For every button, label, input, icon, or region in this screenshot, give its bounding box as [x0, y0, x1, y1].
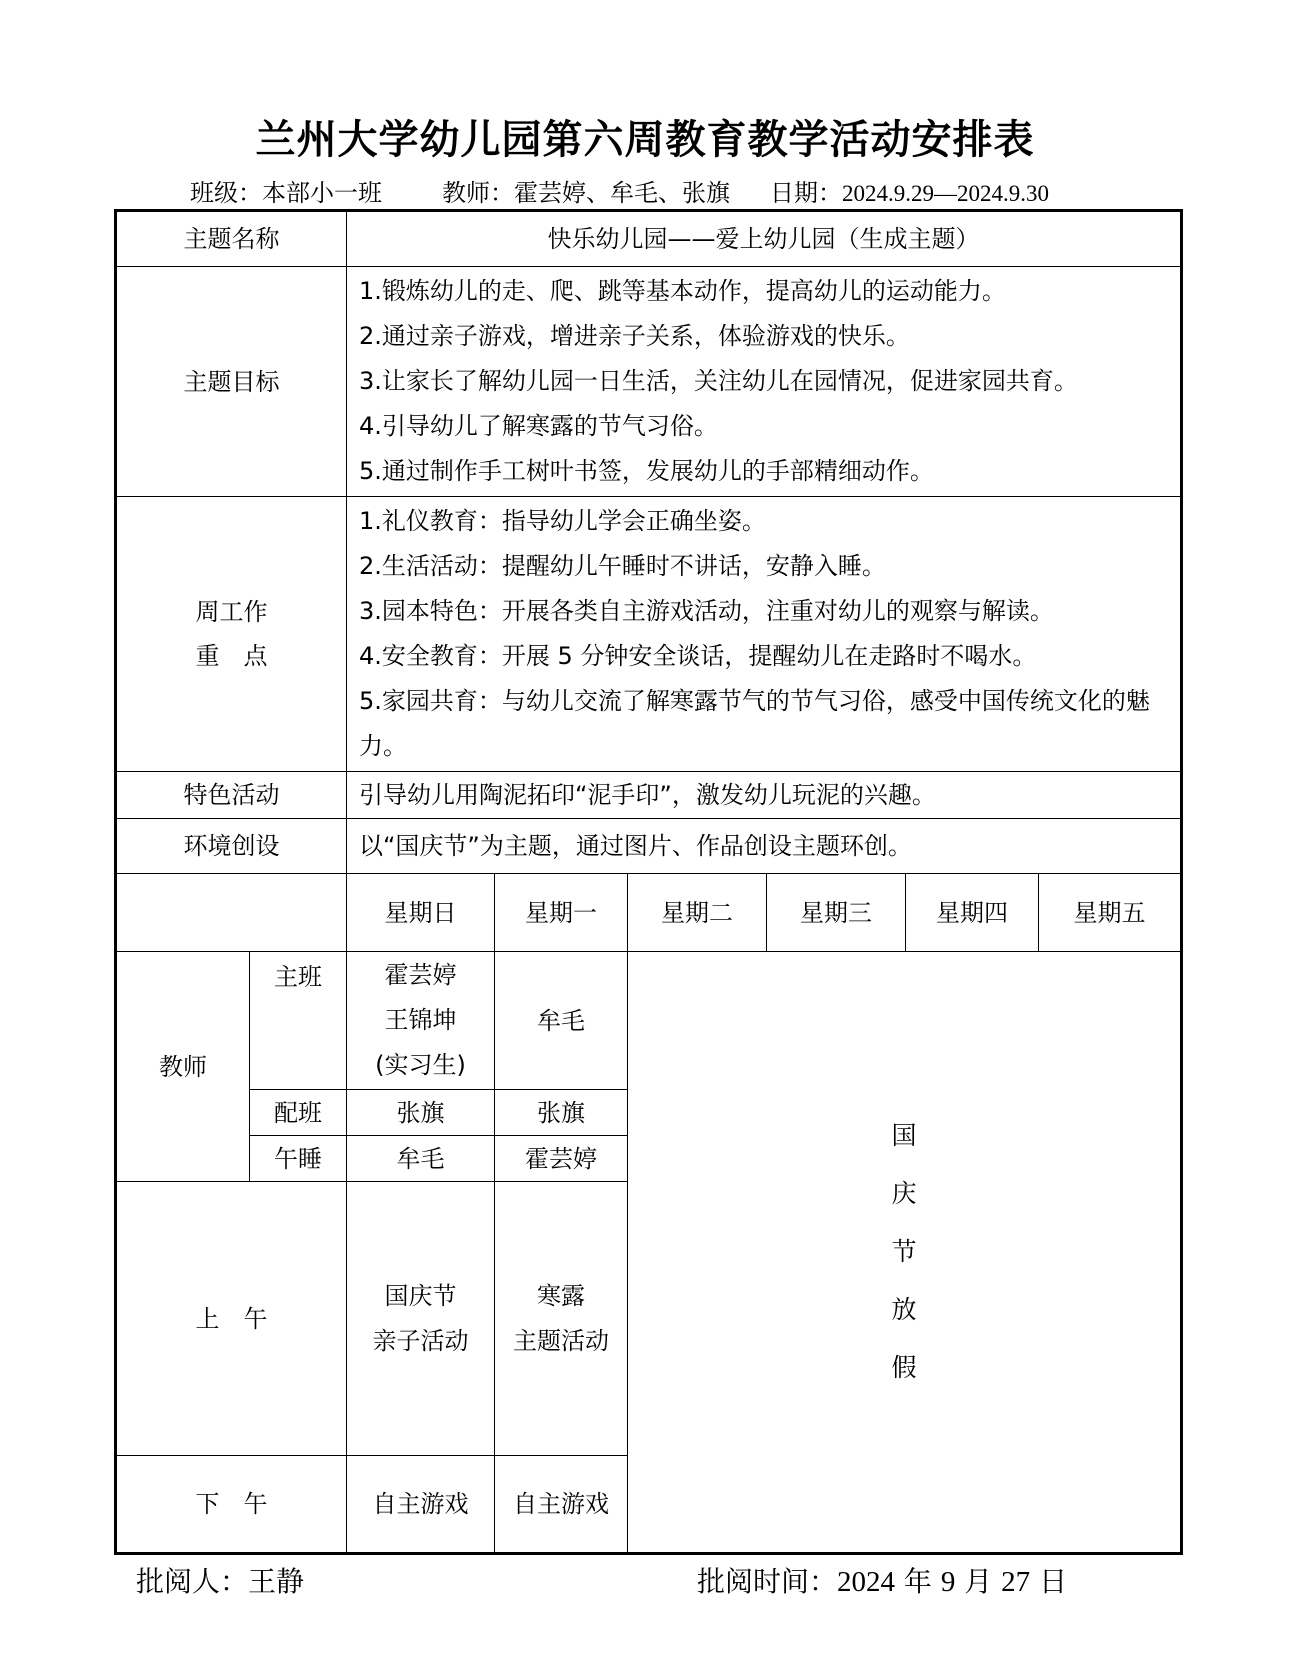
teacher-name: 霍芸婷 [384, 961, 457, 989]
weekly-focus-label-line1: 周工作 [195, 598, 268, 626]
goal-item: 5.通过制作手工树叶书签，发展幼儿的手部精细动作。 [359, 457, 934, 485]
role-main: 主班 [250, 952, 347, 1090]
focus-item: 2.生活活动：提醒幼儿午睡时不讲话，安静入睡。 [359, 552, 886, 580]
monday-morning-activity [495, 1182, 628, 1456]
weekday-header-row [116, 874, 1182, 952]
goal-item: 4.引导幼儿了解寒露的节气习俗。 [359, 412, 718, 440]
focus-item: 3.园本特色：开展各类自主游戏活动，注重对幼儿的观察与解读。 [359, 597, 1054, 625]
monday-assist-teacher: 张旗 [495, 1090, 628, 1136]
national-day-holiday [628, 952, 1182, 1554]
day-sunday: 星期日 [347, 874, 495, 952]
weekly-focus-label [116, 497, 347, 772]
holiday-char: 节 [891, 1237, 917, 1266]
review-year: 2024 [837, 1566, 896, 1598]
review-time [697, 1560, 1067, 1600]
monday-main-teacher: 牟毛 [495, 952, 628, 1090]
theme-name-value: 快乐幼儿园——爱上幼儿园（生成主题） [347, 211, 1182, 267]
weekday-header-blank [116, 874, 347, 952]
afternoon-label: 下 午 [116, 1456, 347, 1554]
page-title: 兰州大学幼儿园第六周教育教学活动安排表 [255, 117, 1035, 163]
goal-item: 1.锻炼幼儿的走、爬、跳等基本动作，提高幼儿的运动能力。 [359, 277, 1006, 305]
review-time-label: 批阅时间： [697, 1565, 838, 1598]
focus-item: 1.礼仪教育：指导幼儿学会正确坐姿。 [359, 507, 766, 535]
teachers-label: 教师 [116, 952, 250, 1182]
monday-afternoon-activity: 自主游戏 [495, 1456, 628, 1554]
goal-item: 2.通过亲子游戏，增进亲子关系，体验游戏的快乐。 [359, 322, 910, 350]
focus-item: 4.安全教育：开展 5 分钟安全谈话，提醒幼儿在走路时不喝水。 [359, 642, 1037, 670]
weekly-focus-label-line2: 重 点 [195, 642, 268, 670]
holiday-char: 放 [891, 1295, 917, 1324]
sunday-main-teacher [347, 952, 495, 1090]
date-label: 日期： [770, 179, 842, 207]
role-assist: 配班 [250, 1090, 347, 1136]
review-day: 27 [1001, 1566, 1031, 1598]
activity-line: 寒露 [537, 1281, 585, 1310]
goal-item: 3.让家长了解幼儿园一日生活，关注幼儿在园情况，促进家园共育。 [359, 367, 1078, 395]
reviewer: 批阅人：王静 [136, 1565, 305, 1598]
environment-value: 以“国庆节”为主题，通过图片、作品创设主题环创。 [347, 819, 1182, 874]
weekly-focus-row [116, 497, 1182, 772]
month-char: 月 [964, 1565, 993, 1598]
day-friday: 星期五 [1039, 874, 1182, 952]
teacher-info: 教师：霍芸婷、牟毛、张旗 [442, 179, 730, 207]
sunday-morning-activity [347, 1182, 495, 1456]
focus-item: 5.家园共育：与幼儿交流了解寒露节气的节气习俗，感受中国传统文化的魅力。 [359, 687, 1150, 760]
main-teacher-row [116, 952, 1182, 1090]
day-tuesday: 星期二 [628, 874, 767, 952]
weekly-focus-list [347, 497, 1182, 772]
activity-line: 国庆节 [384, 1281, 457, 1310]
morning-label: 上 午 [116, 1182, 347, 1456]
activity-line: 主题活动 [513, 1326, 609, 1355]
sunday-nap-teacher: 牟毛 [347, 1136, 495, 1182]
theme-goals-row [116, 267, 1182, 497]
featured-activity-row [116, 772, 1182, 819]
role-nap: 午睡 [250, 1136, 347, 1182]
date-value: 2024.9.29—2024.9.30 [842, 181, 1049, 206]
day-monday: 星期一 [495, 874, 628, 952]
day-thursday: 星期四 [906, 874, 1039, 952]
monday-nap-teacher: 霍芸婷 [495, 1136, 628, 1182]
day-wednesday: 星期三 [767, 874, 906, 952]
day-char: 日 [1039, 1565, 1068, 1598]
sunday-afternoon-activity: 自主游戏 [347, 1456, 495, 1554]
header-info [190, 173, 1150, 208]
schedule-table [114, 209, 1183, 1555]
intern-note: (实习生) [375, 1051, 466, 1079]
activity-line: 亲子活动 [372, 1326, 469, 1355]
review-month: 9 [940, 1566, 956, 1598]
theme-goals-label: 主题目标 [116, 267, 347, 497]
environment-label: 环境创设 [116, 819, 347, 874]
featured-activity-label: 特色活动 [116, 772, 347, 819]
theme-name-row [116, 211, 1182, 267]
theme-name-label: 主题名称 [116, 211, 347, 267]
theme-goals-list [347, 267, 1182, 497]
teacher-name: 王锦坤 [384, 1006, 457, 1034]
holiday-char: 庆 [891, 1179, 917, 1208]
holiday-char: 国 [891, 1121, 917, 1150]
featured-activity-value: 引导幼儿用陶泥拓印“泥手印”，激发幼儿玩泥的兴趣。 [347, 772, 1182, 819]
holiday-char: 假 [891, 1353, 917, 1382]
year-char: 年 [903, 1565, 932, 1598]
sunday-assist-teacher: 张旗 [347, 1090, 495, 1136]
class-info: 班级：本部小一班 [190, 179, 382, 207]
environment-row [116, 819, 1182, 874]
